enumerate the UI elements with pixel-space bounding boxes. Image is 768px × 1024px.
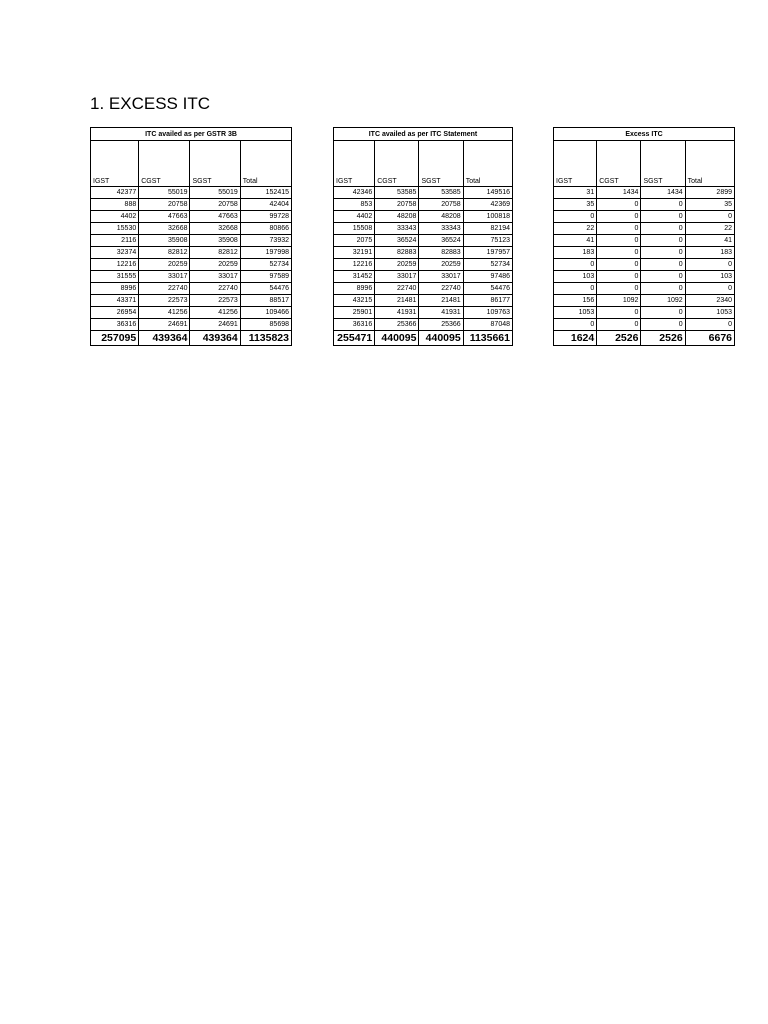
cell-sgst: 0	[641, 259, 685, 271]
column-header-cgst: CGST	[375, 141, 419, 187]
cell-cgst: 0	[597, 247, 641, 259]
cell-total: 1053	[685, 307, 734, 319]
cell-igst: 4402	[334, 211, 375, 223]
cell-sgst: 82812	[190, 247, 240, 259]
cell-cgst: 0	[597, 271, 641, 283]
cell-igst: 156	[554, 295, 597, 307]
table-row	[91, 319, 292, 331]
cell-total: 87048	[463, 319, 512, 331]
cell-cgst: 25366	[375, 319, 419, 331]
cell-igst: 31	[554, 187, 597, 199]
cell-igst: 15530	[91, 223, 139, 235]
cell-igst: 31555	[91, 271, 139, 283]
cell-igst: 22	[554, 223, 597, 235]
totals-row	[334, 331, 513, 346]
cell-sgst: 0	[641, 307, 685, 319]
cell-total: 149516	[463, 187, 512, 199]
table-row	[91, 283, 292, 295]
cell-igst: 12216	[91, 259, 139, 271]
total-cgst: 439364	[139, 331, 190, 346]
cell-sgst: 82883	[419, 247, 463, 259]
cell-total: 97486	[463, 271, 512, 283]
table-row	[91, 199, 292, 211]
cell-cgst: 20259	[139, 259, 190, 271]
cell-sgst: 0	[641, 199, 685, 211]
excess-itc-table	[553, 127, 735, 346]
table-row	[91, 247, 292, 259]
table-row	[554, 211, 735, 223]
cell-igst: 0	[554, 283, 597, 295]
page-heading: 1. EXCESS ITC	[90, 94, 210, 113]
table-row	[334, 307, 513, 319]
table-row	[334, 247, 513, 259]
cell-igst: 2116	[91, 235, 139, 247]
table-row	[91, 295, 292, 307]
cell-cgst: 24691	[139, 319, 190, 331]
column-header-igst: IGST	[554, 141, 597, 187]
cell-cgst: 22573	[139, 295, 190, 307]
cell-sgst: 22740	[419, 283, 463, 295]
table-row	[91, 271, 292, 283]
cell-sgst: 1092	[641, 295, 685, 307]
table-row	[554, 295, 735, 307]
cell-igst: 103	[554, 271, 597, 283]
cell-igst: 2075	[334, 235, 375, 247]
cell-total: 52734	[240, 259, 291, 271]
cell-total: 35	[685, 199, 734, 211]
cell-total: 85698	[240, 319, 291, 331]
cell-igst: 0	[554, 259, 597, 271]
column-header-igst: IGST	[91, 141, 139, 187]
cell-sgst: 33343	[419, 223, 463, 235]
totals-row	[554, 331, 735, 346]
cell-cgst: 0	[597, 223, 641, 235]
column-header-total: Total	[240, 141, 291, 187]
cell-igst: 853	[334, 199, 375, 211]
cell-sgst: 25366	[419, 319, 463, 331]
total-total: 1135823	[240, 331, 291, 346]
cell-igst: 0	[554, 211, 597, 223]
cell-total: 97589	[240, 271, 291, 283]
total-total: 6676	[685, 331, 734, 346]
table-row	[334, 259, 513, 271]
cell-igst: 42377	[91, 187, 139, 199]
cell-total: 54476	[463, 283, 512, 295]
cell-cgst: 21481	[375, 295, 419, 307]
table-row	[91, 187, 292, 199]
cell-sgst: 0	[641, 319, 685, 331]
cell-igst: 32191	[334, 247, 375, 259]
cell-sgst: 47663	[190, 211, 240, 223]
table-row	[554, 223, 735, 235]
cell-total: 197998	[240, 247, 291, 259]
cell-igst: 12216	[334, 259, 375, 271]
column-header-cgst: CGST	[597, 141, 641, 187]
table-title: Excess ITC	[554, 128, 735, 141]
total-sgst: 440095	[419, 331, 463, 346]
cell-total: 54476	[240, 283, 291, 295]
table-row	[91, 211, 292, 223]
table-row	[91, 223, 292, 235]
cell-igst: 36316	[91, 319, 139, 331]
table-title: ITC availed as per GSTR 3B	[91, 128, 292, 141]
cell-total: 100818	[463, 211, 512, 223]
cell-total: 99728	[240, 211, 291, 223]
cell-sgst: 20259	[190, 259, 240, 271]
cell-cgst: 22740	[375, 283, 419, 295]
cell-sgst: 21481	[419, 295, 463, 307]
cell-total: 183	[685, 247, 734, 259]
cell-igst: 31452	[334, 271, 375, 283]
cell-sgst: 0	[641, 283, 685, 295]
totals-row	[91, 331, 292, 346]
cell-igst: 183	[554, 247, 597, 259]
cell-cgst: 33343	[375, 223, 419, 235]
cell-igst: 8996	[91, 283, 139, 295]
cell-sgst: 22740	[190, 283, 240, 295]
cell-sgst: 0	[641, 223, 685, 235]
cell-cgst: 0	[597, 307, 641, 319]
table-row	[554, 235, 735, 247]
cell-cgst: 82883	[375, 247, 419, 259]
cell-igst: 42346	[334, 187, 375, 199]
cell-cgst: 20758	[139, 199, 190, 211]
cell-cgst: 0	[597, 199, 641, 211]
cell-total: 152415	[240, 187, 291, 199]
cell-cgst: 0	[597, 319, 641, 331]
cell-cgst: 22740	[139, 283, 190, 295]
total-sgst: 439364	[190, 331, 240, 346]
table-row	[554, 247, 735, 259]
table-row	[334, 271, 513, 283]
cell-sgst: 55019	[190, 187, 240, 199]
cell-sgst: 20259	[419, 259, 463, 271]
cell-cgst: 35908	[139, 235, 190, 247]
total-igst: 257095	[91, 331, 139, 346]
table-row	[334, 223, 513, 235]
cell-total: 41	[685, 235, 734, 247]
cell-cgst: 0	[597, 211, 641, 223]
cell-sgst: 22573	[190, 295, 240, 307]
cell-igst: 25901	[334, 307, 375, 319]
cell-total: 0	[685, 319, 734, 331]
table-row	[91, 235, 292, 247]
table-row	[334, 283, 513, 295]
column-header-cgst: CGST	[139, 141, 190, 187]
table-row	[334, 187, 513, 199]
table-row	[334, 235, 513, 247]
table-row	[334, 199, 513, 211]
cell-total: 103	[685, 271, 734, 283]
cell-cgst: 41931	[375, 307, 419, 319]
table-row	[554, 199, 735, 211]
cell-igst: 8996	[334, 283, 375, 295]
cell-cgst: 20259	[375, 259, 419, 271]
cell-sgst: 24691	[190, 319, 240, 331]
table-row	[334, 295, 513, 307]
cell-cgst: 55019	[139, 187, 190, 199]
cell-sgst: 1434	[641, 187, 685, 199]
cell-igst: 43371	[91, 295, 139, 307]
cell-sgst: 20758	[419, 199, 463, 211]
cell-total: 82194	[463, 223, 512, 235]
cell-sgst: 35908	[190, 235, 240, 247]
cell-total: 22	[685, 223, 734, 235]
cell-igst: 41	[554, 235, 597, 247]
cell-total: 0	[685, 283, 734, 295]
cell-total: 109763	[463, 307, 512, 319]
cell-total: 52734	[463, 259, 512, 271]
cell-cgst: 36524	[375, 235, 419, 247]
cell-sgst: 0	[641, 271, 685, 283]
column-header-igst: IGST	[334, 141, 375, 187]
cell-sgst: 0	[641, 247, 685, 259]
cell-igst: 15508	[334, 223, 375, 235]
cell-igst: 26954	[91, 307, 139, 319]
table-row	[554, 259, 735, 271]
cell-total: 42404	[240, 199, 291, 211]
cell-igst: 888	[91, 199, 139, 211]
itc-statement-table	[333, 127, 513, 346]
table-row	[554, 319, 735, 331]
column-header-total: Total	[463, 141, 512, 187]
table-row	[334, 319, 513, 331]
cell-sgst: 33017	[419, 271, 463, 283]
cell-total: 73932	[240, 235, 291, 247]
cell-igst: 43215	[334, 295, 375, 307]
cell-total: 2340	[685, 295, 734, 307]
cell-total: 88517	[240, 295, 291, 307]
cell-sgst: 41256	[190, 307, 240, 319]
column-header-sgst: SGST	[190, 141, 240, 187]
cell-sgst: 0	[641, 235, 685, 247]
cell-total: 197957	[463, 247, 512, 259]
cell-sgst: 32668	[190, 223, 240, 235]
cell-cgst: 0	[597, 235, 641, 247]
cell-sgst: 0	[641, 211, 685, 223]
cell-igst: 4402	[91, 211, 139, 223]
column-header-total: Total	[685, 141, 734, 187]
cell-cgst: 0	[597, 283, 641, 295]
cell-igst: 36316	[334, 319, 375, 331]
table-row	[554, 307, 735, 319]
total-igst: 1624	[554, 331, 597, 346]
cell-igst: 0	[554, 319, 597, 331]
table-row	[554, 283, 735, 295]
cell-cgst: 82812	[139, 247, 190, 259]
gstr3b-itc-table	[90, 127, 292, 346]
cell-total: 2899	[685, 187, 734, 199]
cell-sgst: 41931	[419, 307, 463, 319]
table-row	[554, 187, 735, 199]
total-sgst: 2526	[641, 331, 685, 346]
cell-sgst: 36524	[419, 235, 463, 247]
table-title: ITC availed as per ITC Statement	[334, 128, 513, 141]
total-cgst: 440095	[375, 331, 419, 346]
cell-cgst: 48208	[375, 211, 419, 223]
total-igst: 255471	[334, 331, 375, 346]
cell-cgst: 0	[597, 259, 641, 271]
total-total: 1135661	[463, 331, 512, 346]
cell-total: 109466	[240, 307, 291, 319]
column-header-sgst: SGST	[419, 141, 463, 187]
table-row	[91, 259, 292, 271]
cell-cgst: 47663	[139, 211, 190, 223]
total-cgst: 2526	[597, 331, 641, 346]
cell-igst: 1053	[554, 307, 597, 319]
cell-cgst: 1092	[597, 295, 641, 307]
cell-sgst: 53585	[419, 187, 463, 199]
cell-cgst: 1434	[597, 187, 641, 199]
cell-sgst: 20758	[190, 199, 240, 211]
cell-total: 80866	[240, 223, 291, 235]
cell-total: 0	[685, 211, 734, 223]
table-row	[554, 271, 735, 283]
cell-total: 86177	[463, 295, 512, 307]
cell-total: 0	[685, 259, 734, 271]
cell-sgst: 33017	[190, 271, 240, 283]
cell-cgst: 33017	[139, 271, 190, 283]
cell-igst: 32374	[91, 247, 139, 259]
cell-total: 42369	[463, 199, 512, 211]
table-row	[91, 307, 292, 319]
cell-total: 75123	[463, 235, 512, 247]
cell-igst: 35	[554, 199, 597, 211]
column-header-sgst: SGST	[641, 141, 685, 187]
table-row	[334, 211, 513, 223]
cell-sgst: 48208	[419, 211, 463, 223]
cell-cgst: 20758	[375, 199, 419, 211]
cell-cgst: 41256	[139, 307, 190, 319]
cell-cgst: 32668	[139, 223, 190, 235]
cell-cgst: 33017	[375, 271, 419, 283]
cell-cgst: 53585	[375, 187, 419, 199]
